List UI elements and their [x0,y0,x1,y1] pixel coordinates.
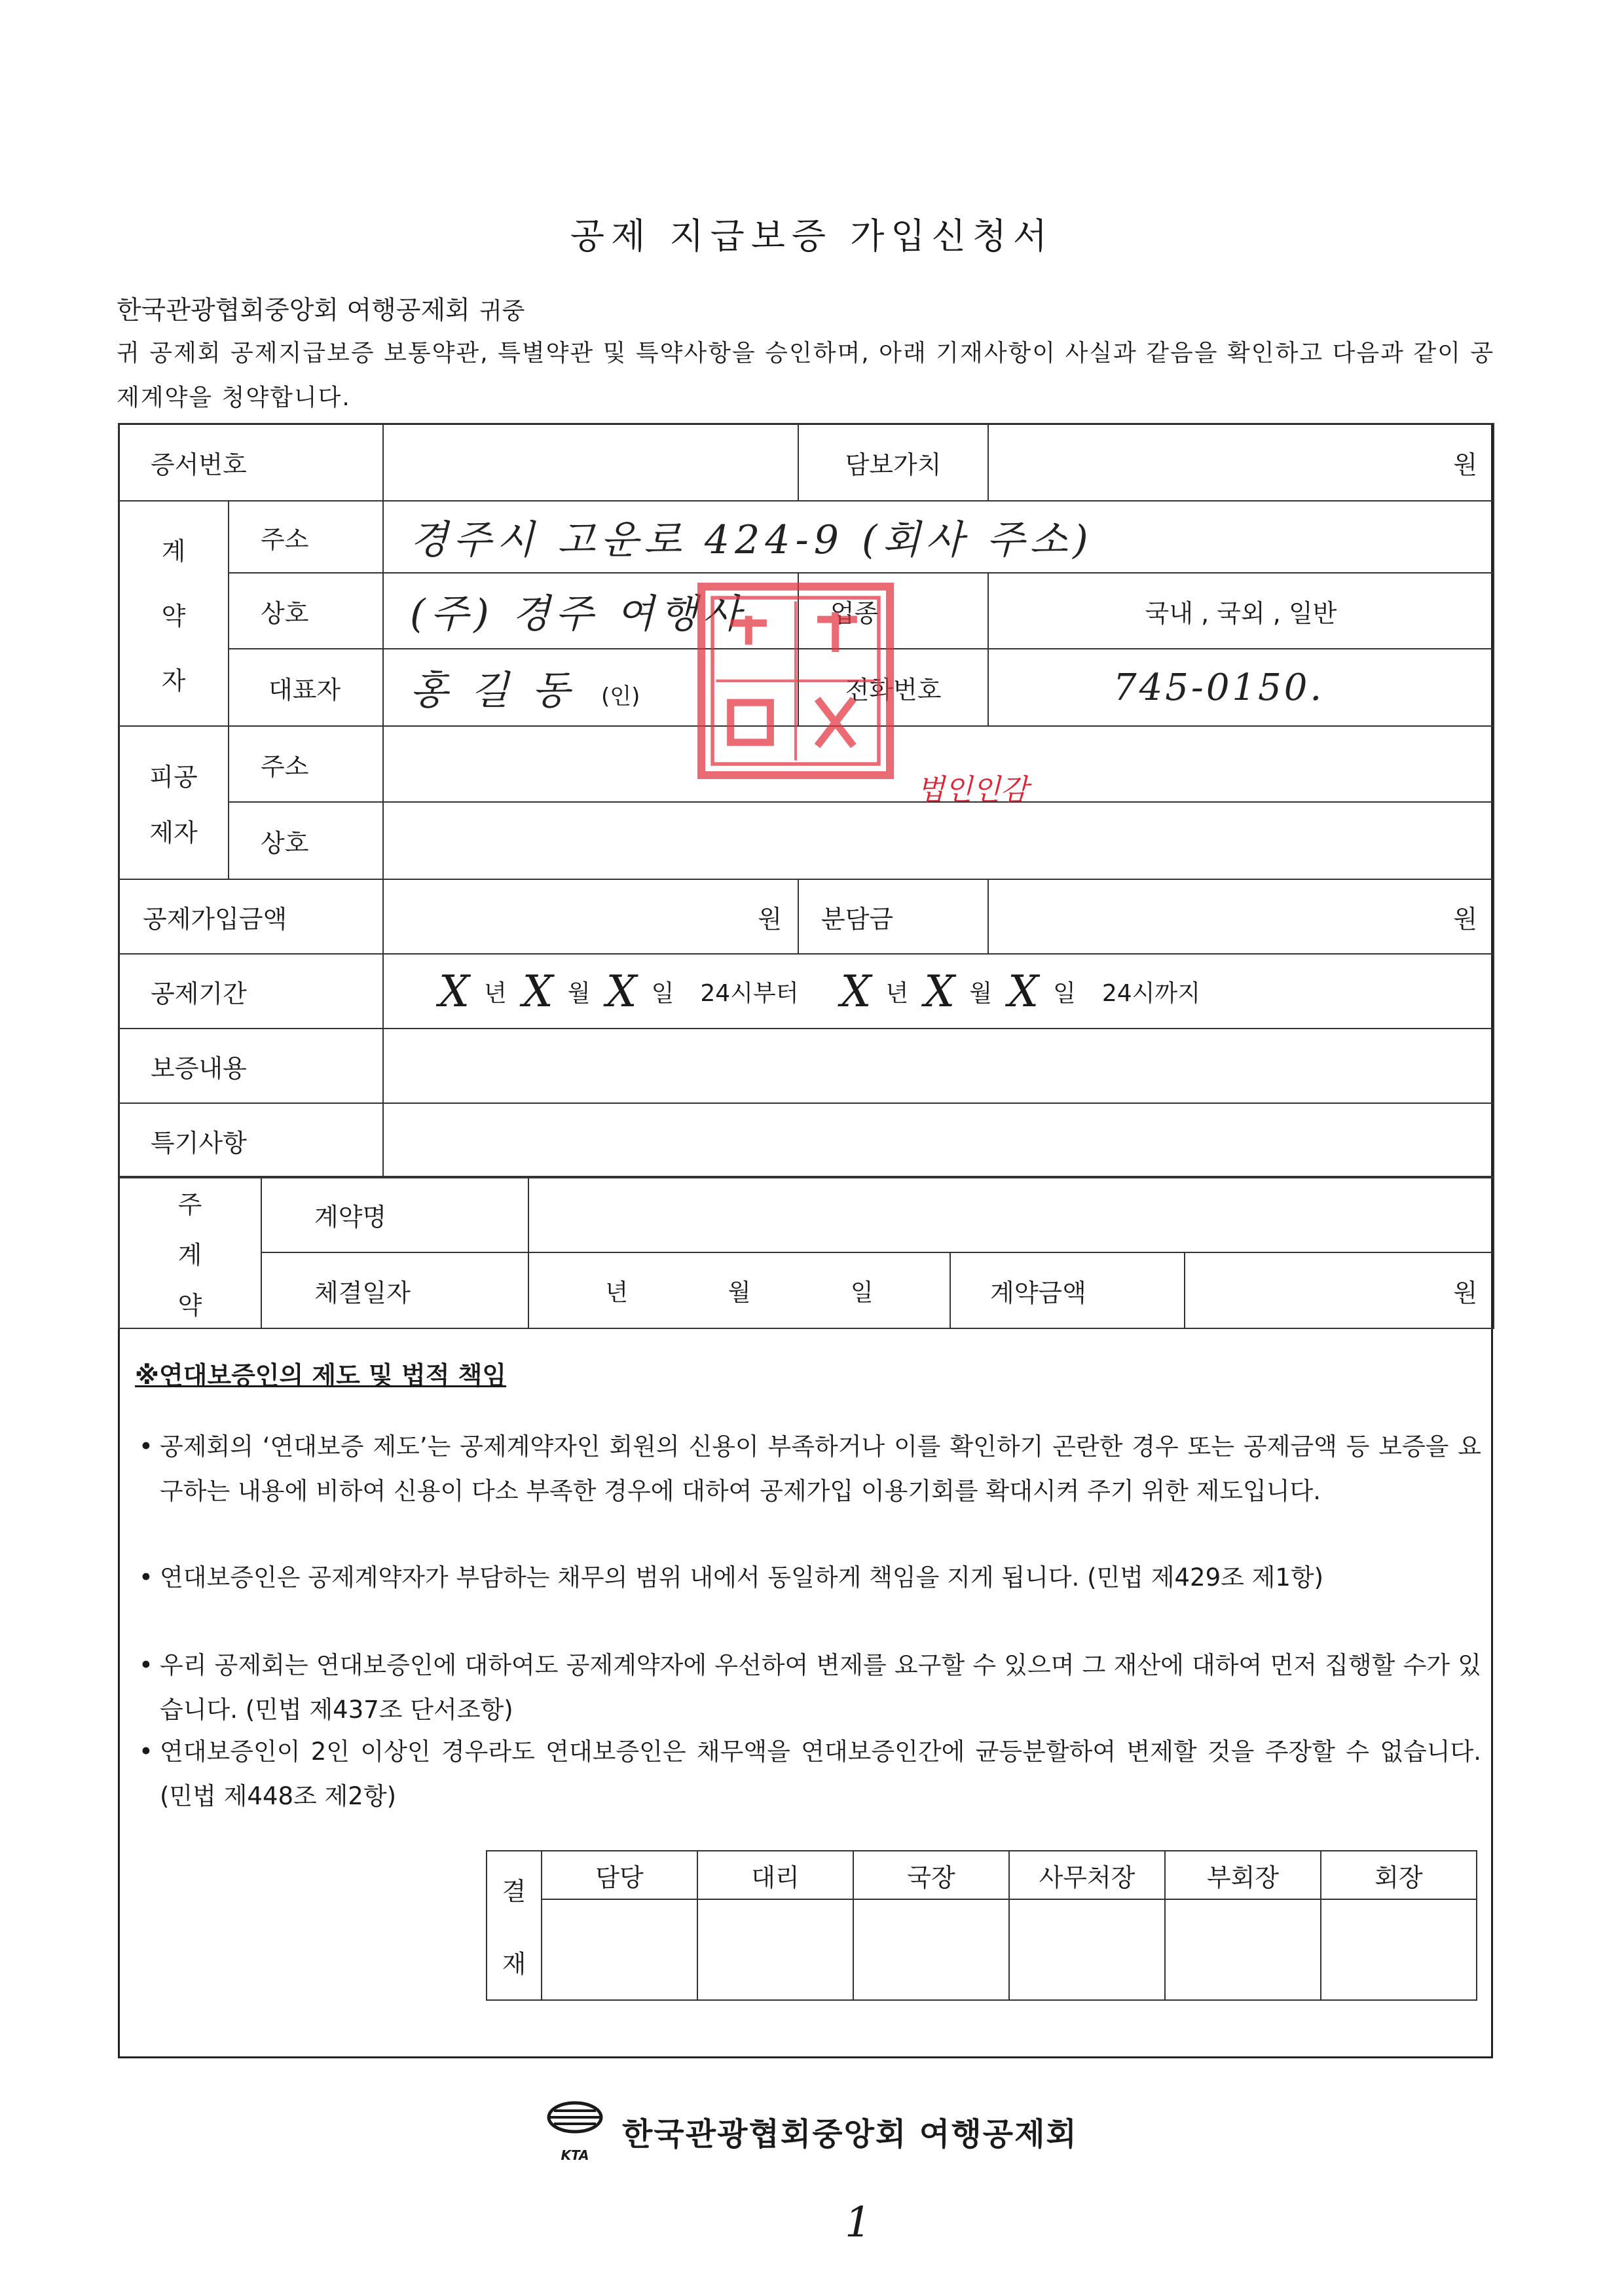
row-conclusion [119,1252,1494,1328]
approval-table [486,1850,1477,2001]
sign-box[interactable] [1009,1899,1165,2000]
contractor-address-label: 주소 [229,501,383,573]
seal-note: 법인인감 [917,773,1029,807]
main-contract-label: 주 계 약 [119,1176,261,1328]
contract-name-label: 계약명 [261,1176,528,1252]
insured-label: 피공 제자 [119,726,229,879]
cross-mark: X [606,966,637,1017]
representative-label: 대표자 [229,649,383,726]
kta-text: KTA [561,2147,589,2163]
amount-won[interactable]: 원 [383,879,798,954]
addressee-suffix: 귀중 [479,298,525,325]
period-label: 공제기간 [119,954,383,1029]
approval-header-row [487,1851,1477,1899]
seal-icon [705,591,886,771]
row-cert [119,424,1494,501]
row-amount [119,879,1494,954]
contractor-label: 계 약 자 [119,501,229,726]
cross-mark: X [1008,966,1039,1017]
approval-role: 담당 [542,1851,697,1899]
business-type-label: 업종 [798,573,988,649]
contract-amount-label: 계약금액 [950,1252,1185,1328]
representative-field[interactable]: 홍 길 동 (인) [383,649,798,726]
row-special [119,1103,1494,1178]
approval-sign-row [487,1899,1477,2000]
application-table [118,423,1494,1178]
phone-field[interactable]: 745-0150. [988,649,1494,726]
notice-item: • 공제회의 ‘연대보증 제도’는 공제계약자인 회원의 신용이 부족하거나 이를 확인하기 곤란한 경우 또는 공제금액 등 보증을 요구하는 내용에 비하여 신용이 다소 부족한 경우에 대하여 공제가입 이용기회를 확대시켜 주기 위한 제도입니다. [139,1432,1481,1505]
cross-mark: X [924,966,955,1017]
contractor-trade-label: 상호 [229,573,383,649]
cross-mark: X [439,966,470,1017]
row-guarantee [119,1029,1494,1103]
period-to: 24시까지 [1101,979,1200,1007]
sign-box[interactable] [1165,1899,1321,2000]
contract-name-field[interactable] [528,1176,1494,1252]
contractor-address-field[interactable]: 경주시 고운로 424-9 (회사 주소) [383,501,1494,573]
cert-no-label: 증서번호 [119,424,383,501]
collateral-label: 담보가치 [798,424,988,501]
insured-trade-label: 상호 [229,802,383,879]
insured-trade-field[interactable] [383,802,1494,879]
footer-org-name: 한국관광협회중앙회 여행공제회 [622,2115,1078,2153]
sign-box[interactable] [542,1899,697,2000]
conclusion-date-label: 체결일자 [261,1252,528,1328]
collateral-won[interactable]: 원 [988,424,1494,501]
row-period [119,954,1494,1029]
amount-label: 공제가입금액 [119,879,383,954]
row-insured-trade [119,802,1494,879]
notice-heading: ※연대보증인의 제도 및 법적 책임 [135,1361,507,1390]
period-field[interactable]: X 년 X 월 X 일 24시부터 X 년 X 월 X 일 24시까지 [383,954,1494,1029]
notice-item: • 연대보증인은 공제계약자가 부담하는 채무의 범위 내에서 동일하게 책임을 지게 됩니다. (민법 제429조 제1항) [139,1563,1324,1592]
cross-mark: X [522,966,553,1017]
contract-amount-won[interactable]: 원 [1185,1252,1494,1328]
intro-text: 귀 공제회 공제지급보증 보통약관, 특별약관 및 특약사항을 승인하며, 아래 기재사항이 사실과 같음을 확인하고 다음과 같이 공제계약을 청약합니다. [117,340,1495,411]
phone-label: 전화번호 [798,649,988,726]
sign-box[interactable] [1321,1899,1477,2000]
approval-role: 회장 [1321,1851,1477,1899]
sign-box[interactable] [697,1899,853,2000]
period-from: 24시부터 [700,979,799,1007]
row-contractor-address [119,501,1494,573]
cert-no-field[interactable] [383,424,798,501]
approval-role: 대리 [697,1851,853,1899]
company-seal-stamp [697,583,894,779]
contractor-trade-field[interactable]: (주) 경주 여행사 [383,573,798,649]
notice-item: • 연대보증인이 2인 이상인 경우라도 연대보증인은 채무액을 연대보증인간에 균등분할하여 변제할 것을 주장할 수 없습니다. (민법 제448조 제2항) [139,1738,1481,1810]
sign-box[interactable] [853,1899,1009,2000]
cross-mark: X [840,966,872,1017]
share-won[interactable]: 원 [988,879,1494,954]
page-number: 1 [845,2198,872,2247]
guarantee-label: 보증내용 [119,1029,383,1103]
footer [544,2099,1078,2163]
approval-role: 부회장 [1165,1851,1321,1899]
approval-label: 결 재 [487,1851,542,2000]
approval-role: 사무처장 [1009,1851,1165,1899]
globe-icon [544,2099,606,2145]
special-label: 특기사항 [119,1103,383,1178]
guarantee-field[interactable] [383,1029,1494,1103]
main-contract-table [118,1176,1494,1329]
addressee-name: 한국관광협회중앙회 여행공제회 [117,296,470,325]
page-title: 공제 지급보증 가입신청서 [570,215,1054,257]
kta-logo [544,2099,606,2163]
seal-mark: (인) [601,683,640,710]
addressee [117,290,525,327]
insured-address-label: 주소 [229,726,383,802]
conclusion-date-field[interactable]: 년 월 일 [528,1252,950,1328]
notice-item: • 우리 공제회는 연대보증인에 대하여도 공제계약자에 우선하여 변제를 요구할 수 있으며 그 재산에 대하여 먼저 집행할 수가 있습니다. (민법 제437조 단서조항) [139,1651,1481,1724]
share-label: 분담금 [798,879,988,954]
business-type-options[interactable]: 국내 , 국외 , 일반 [988,573,1494,649]
approval-role: 국장 [853,1851,1009,1899]
special-field[interactable] [383,1103,1494,1178]
row-contract-name [119,1176,1494,1252]
